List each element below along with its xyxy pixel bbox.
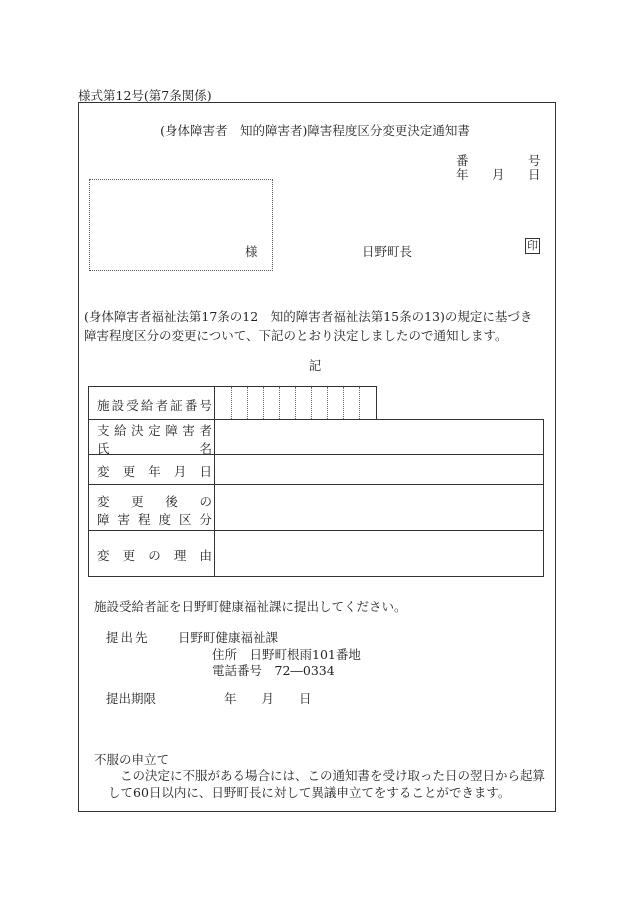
label-char: 理 [173, 548, 187, 563]
submission-note: 施設受給者証を日野町健康福祉課に提出してください。 [94, 599, 407, 614]
cert-number-digit-cells [214, 387, 378, 419]
label-char: 変 [97, 548, 110, 563]
submission-department: 日野町健康福祉課 [178, 630, 279, 645]
seal-mark: 印 [527, 239, 538, 252]
label-text [97, 510, 212, 528]
label-change-reason [97, 546, 212, 564]
submission-destination-label: 提出先 [106, 630, 150, 645]
digit-divider [231, 387, 232, 419]
row-change-date [88, 454, 544, 485]
label-text [97, 462, 212, 480]
body-text: (身体障害者福祉法第17条の12 知的障害者福祉法第15条の13)の規定に基づき障害程度区分の変更について、下記のとおり決定しましたので通知します。 [84, 309, 533, 343]
label-recipient-name [97, 421, 212, 457]
label-facility-cert-number [97, 396, 212, 414]
label-char: 更 [122, 464, 136, 479]
row-facility-cert-number [88, 386, 377, 420]
row-recipient-name [88, 419, 544, 455]
recipient-honorific: 様 [245, 244, 258, 259]
deadline-label: 提出期限 [106, 691, 157, 706]
label-char: 支 [97, 423, 110, 438]
label-char: 害 [182, 423, 195, 438]
digit-divider [311, 387, 312, 419]
label-char: 氏 [97, 441, 110, 456]
label-char: 決 [131, 423, 144, 438]
label-char: 受 [126, 398, 139, 413]
label-char: 給 [114, 423, 127, 438]
label-char: 程 [137, 512, 151, 527]
digit-divider [279, 387, 280, 419]
number-label: 番 [456, 153, 469, 168]
label-char: 分 [199, 512, 212, 527]
label-char: 設 [111, 398, 125, 413]
label-text [97, 421, 212, 439]
label-char: 年 [148, 464, 161, 479]
appeal-body: この決定に不服がある場合には、この通知書を受け取った日の翌日から起算して60日以内に、日野町長に対して異議申立てをすることができます。 [108, 768, 546, 800]
label-char: 更 [131, 494, 144, 509]
label-char: 日 [199, 464, 212, 479]
label-text [97, 546, 212, 564]
label-text [97, 396, 212, 414]
label-new-disability-level [97, 492, 212, 528]
label-char: 障 [165, 423, 178, 438]
value-change-reason [214, 531, 545, 576]
digit-divider [263, 387, 264, 419]
label-char: 区 [178, 512, 192, 527]
value-change-date [214, 455, 545, 484]
value-new-disability-level [214, 485, 545, 530]
label-text [97, 492, 212, 510]
label-char: 者 [199, 423, 212, 438]
date-line [456, 165, 540, 181]
label-change-date [97, 462, 212, 480]
label-char: 変 [97, 464, 110, 479]
submission-phone: 電話番号 72―0334 [212, 663, 335, 678]
label-char: 更 [122, 548, 136, 563]
label-char: 定 [148, 423, 161, 438]
label-char: 由 [199, 548, 212, 563]
label-char: 者 [155, 398, 169, 413]
label-char: 施 [97, 398, 110, 413]
row-change-reason [88, 530, 544, 577]
value-recipient-name [214, 420, 545, 454]
date-month: 月 [492, 167, 505, 182]
label-char: の [148, 548, 161, 563]
label-char: 度 [158, 512, 171, 527]
label-char: 後 [165, 494, 178, 509]
digit-divider [359, 387, 360, 419]
label-char: 害 [117, 512, 130, 527]
digit-divider [295, 387, 296, 419]
label-char: 変 [97, 494, 110, 509]
document-title: (身体障害者 知的障害者)障害程度区分変更決定通知書 [160, 123, 470, 138]
label-char: 番 [184, 398, 198, 413]
digit-divider [327, 387, 328, 419]
label-char: の [199, 494, 212, 509]
digit-divider [247, 387, 248, 419]
deadline-date: 年 月 日 [224, 691, 312, 706]
date-day: 日 [528, 167, 541, 182]
number-suffix: 号 [528, 153, 541, 168]
digit-divider [343, 387, 344, 419]
issuer-name: 日野町長 [362, 244, 413, 259]
label-char: 名 [199, 441, 212, 456]
form-number: 様式第12号(第7条関係) [78, 88, 212, 103]
label-char: 号 [199, 398, 212, 413]
row-new-disability-level [88, 484, 544, 531]
date-year: 年 [456, 167, 469, 182]
appeal-heading: 不服の申立て [94, 752, 170, 767]
label-char: 障 [97, 512, 110, 527]
label-char: 月 [173, 464, 187, 479]
label-char: 証 [170, 398, 183, 413]
submission-address: 住所 日野町根雨101番地 [212, 647, 361, 662]
record-heading: 記 [308, 358, 322, 373]
label-char: 給 [140, 398, 154, 413]
